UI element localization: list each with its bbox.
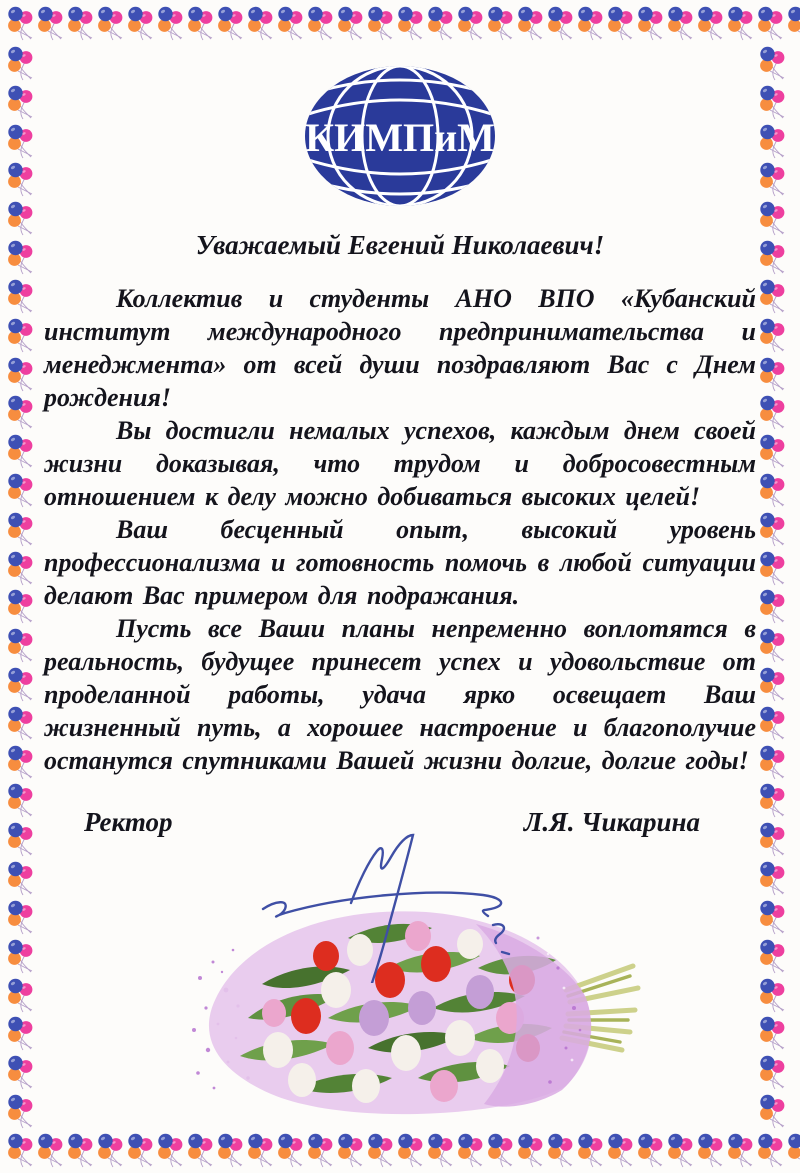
blue-balloon bbox=[760, 629, 774, 643]
blue-balloon bbox=[128, 7, 142, 21]
blue-balloon bbox=[38, 7, 52, 21]
blue-balloon bbox=[760, 551, 774, 565]
balloon-cluster-icon bbox=[6, 434, 36, 469]
blue-balloon bbox=[278, 7, 292, 21]
blue-balloon bbox=[760, 784, 774, 798]
balloon-cluster-icon bbox=[6, 551, 36, 586]
blue-balloon bbox=[760, 1017, 774, 1031]
balloon-cluster-icon bbox=[546, 6, 576, 41]
balloon-cluster-icon bbox=[666, 1133, 696, 1168]
letter-paragraph: Ваш бесценный опыт, высокий уровень профессионализма и готовность помочь в любой ситуации делают Вас примером для подражания. bbox=[44, 515, 756, 610]
blue-balloon bbox=[8, 901, 22, 915]
blue-balloon bbox=[760, 280, 774, 294]
blue-balloon bbox=[8, 668, 22, 682]
balloon-cluster-icon bbox=[126, 1133, 156, 1168]
balloon-cluster-icon bbox=[696, 1133, 726, 1168]
balloon-cluster-icon bbox=[156, 6, 186, 41]
blue-balloon bbox=[8, 1056, 22, 1070]
blue-balloon bbox=[8, 939, 22, 953]
blue-balloon bbox=[8, 629, 22, 643]
blue-balloon bbox=[8, 435, 22, 449]
blue-balloon bbox=[458, 7, 472, 21]
blue-balloon bbox=[8, 590, 22, 604]
blue-balloon bbox=[760, 318, 774, 332]
balloon-cluster-icon bbox=[758, 1016, 788, 1051]
balloon-cluster-icon bbox=[758, 357, 788, 392]
balloon-cluster-icon bbox=[636, 6, 666, 41]
balloon-cluster-icon bbox=[756, 6, 786, 41]
balloon-cluster-icon bbox=[6, 939, 36, 974]
blue-balloon bbox=[8, 1017, 22, 1031]
blue-balloon bbox=[668, 7, 682, 21]
balloon-cluster-icon bbox=[36, 6, 66, 41]
blue-balloon bbox=[760, 396, 774, 410]
blue-balloon bbox=[578, 7, 592, 21]
blue-balloon bbox=[698, 7, 712, 21]
blue-balloon bbox=[8, 978, 22, 992]
blue-balloon bbox=[668, 1134, 682, 1148]
blue-balloon bbox=[428, 7, 442, 21]
blue-balloon bbox=[518, 7, 532, 21]
balloon-cluster-icon bbox=[758, 978, 788, 1013]
blue-balloon bbox=[608, 7, 622, 21]
blue-balloon bbox=[760, 590, 774, 604]
balloon-cluster-icon bbox=[216, 6, 246, 41]
blue-balloon bbox=[8, 318, 22, 332]
balloon-cluster-icon bbox=[696, 6, 726, 41]
blue-balloon bbox=[8, 47, 22, 61]
balloon-cluster-icon bbox=[758, 473, 788, 508]
blue-balloon bbox=[8, 7, 22, 21]
balloon-cluster-icon bbox=[186, 6, 216, 41]
balloon-cluster-icon bbox=[276, 6, 306, 41]
balloon-cluster-icon bbox=[758, 628, 788, 663]
balloon-cluster-icon bbox=[6, 589, 36, 624]
logo-section bbox=[0, 64, 800, 214]
signature-autograph bbox=[255, 833, 525, 983]
blue-balloon bbox=[248, 7, 262, 21]
salutation: Уважаемый Евгений Николаевич! bbox=[195, 230, 605, 260]
balloon-cluster-icon bbox=[126, 6, 156, 41]
blue-balloon bbox=[760, 707, 774, 721]
blue-balloon bbox=[38, 1134, 52, 1148]
balloon-cluster-icon bbox=[786, 1133, 800, 1168]
balloon-cluster-icon bbox=[758, 822, 788, 857]
balloon-cluster-icon bbox=[726, 1133, 756, 1168]
balloon-cluster-icon bbox=[36, 1133, 66, 1168]
blue-balloon bbox=[128, 1134, 142, 1148]
balloon-cluster-icon bbox=[726, 6, 756, 41]
balloon-cluster-icon bbox=[6, 279, 36, 314]
letter-paragraph: Пусть все Ваши планы непременно воплотятся в реальность, будущее принесет успех и удовольствие от проделанной работы, удача ярко освещает Ваш жизненный путь, а хорошее настроение и благополучие останутся спутниками Вашей жизни долгие, долгие годы! bbox=[44, 614, 756, 775]
logo-text: КИМПиМ bbox=[305, 115, 495, 160]
balloon-cluster-icon bbox=[786, 6, 800, 41]
blue-balloon bbox=[98, 1134, 112, 1148]
blue-balloon bbox=[8, 707, 22, 721]
blue-balloon bbox=[758, 1134, 772, 1148]
balloon-cluster-icon bbox=[6, 706, 36, 741]
signer-name: Л.Я. Чикарина bbox=[523, 807, 700, 837]
balloon-cluster-icon bbox=[6, 6, 36, 41]
blue-balloon bbox=[760, 1056, 774, 1070]
balloon-cluster-icon bbox=[758, 706, 788, 741]
blue-balloon bbox=[218, 7, 232, 21]
blue-balloon bbox=[308, 7, 322, 21]
balloon-cluster-icon bbox=[758, 318, 788, 353]
balloon-cluster-icon bbox=[6, 822, 36, 857]
blue-balloon bbox=[158, 1134, 172, 1148]
institute-globe-logo bbox=[300, 64, 500, 209]
balloon-cluster-icon bbox=[758, 745, 788, 780]
balloon-cluster-icon bbox=[758, 434, 788, 469]
blue-balloon bbox=[788, 7, 800, 21]
blue-balloon bbox=[8, 862, 22, 876]
balloon-cluster-icon bbox=[758, 1055, 788, 1090]
blue-balloon bbox=[8, 280, 22, 294]
balloon-cluster-icon bbox=[6, 900, 36, 935]
balloon-cluster-icon bbox=[6, 667, 36, 702]
blue-balloon bbox=[760, 901, 774, 915]
blue-balloon bbox=[760, 745, 774, 759]
balloon-cluster-icon bbox=[6, 1016, 36, 1051]
blue-balloon bbox=[760, 862, 774, 876]
balloon-cluster-icon bbox=[396, 6, 426, 41]
balloon-cluster-icon bbox=[336, 6, 366, 41]
balloon-cluster-icon bbox=[366, 6, 396, 41]
signer-title: Ректор bbox=[84, 807, 173, 837]
letter-paragraph: Коллектив и студенты АНО ВПО «Кубанский институт международного предпринимательства и менеджмента» от всей души поздравляют Вас с Днем рождения! bbox=[44, 284, 756, 412]
balloon-cluster-icon bbox=[758, 939, 788, 974]
blue-balloon bbox=[8, 357, 22, 371]
balloon-cluster-icon bbox=[6, 1133, 36, 1168]
blue-balloon bbox=[8, 396, 22, 410]
balloon-cluster-icon bbox=[6, 473, 36, 508]
balloon-cluster-icon bbox=[6, 978, 36, 1013]
balloon-cluster-icon bbox=[516, 6, 546, 41]
balloon-cluster-icon bbox=[486, 6, 516, 41]
blue-balloon bbox=[8, 784, 22, 798]
blue-balloon bbox=[548, 7, 562, 21]
balloon-cluster-icon bbox=[666, 6, 696, 41]
blue-balloon bbox=[760, 47, 774, 61]
blue-balloon bbox=[758, 7, 772, 21]
blue-balloon bbox=[8, 823, 22, 837]
balloon-cluster-icon bbox=[66, 6, 96, 41]
blue-balloon bbox=[760, 668, 774, 682]
blue-balloon bbox=[760, 513, 774, 527]
balloon-cluster-icon bbox=[6, 745, 36, 780]
letter-body bbox=[44, 282, 756, 777]
balloon-cluster-icon bbox=[426, 6, 456, 41]
balloon-cluster-icon bbox=[456, 6, 486, 41]
blue-balloon bbox=[760, 1095, 774, 1109]
balloon-cluster-icon bbox=[6, 861, 36, 896]
blue-balloon bbox=[760, 474, 774, 488]
balloon-cluster-icon bbox=[96, 1133, 126, 1168]
balloon-cluster-icon bbox=[6, 628, 36, 663]
balloon-cluster-icon bbox=[6, 1055, 36, 1090]
blue-balloon bbox=[728, 7, 742, 21]
blue-balloon bbox=[788, 1134, 800, 1148]
blue-balloon bbox=[158, 7, 172, 21]
balloon-cluster-icon bbox=[758, 395, 788, 430]
balloon-cluster-icon bbox=[758, 279, 788, 314]
balloon-cluster-icon bbox=[576, 6, 606, 41]
balloon-cluster-icon bbox=[6, 357, 36, 392]
blue-balloon bbox=[760, 978, 774, 992]
balloon-cluster-icon bbox=[758, 240, 788, 275]
balloon-cluster-icon bbox=[758, 900, 788, 935]
letter-paragraph: Вы достигли немалых успехов, каждым днем своей жизни доказывая, что трудом и добросовестным отношением к делу можно добиваться высоких целей! bbox=[44, 416, 756, 511]
blue-balloon bbox=[760, 357, 774, 371]
balloon-cluster-icon bbox=[66, 1133, 96, 1168]
balloon-cluster-icon bbox=[96, 6, 126, 41]
balloon-cluster-icon bbox=[758, 589, 788, 624]
blue-balloon bbox=[728, 1134, 742, 1148]
balloon-cluster-icon bbox=[758, 861, 788, 896]
balloon-cluster-icon bbox=[6, 1094, 36, 1129]
balloon-cluster-icon bbox=[758, 1094, 788, 1129]
blue-balloon bbox=[698, 1134, 712, 1148]
blue-balloon bbox=[638, 7, 652, 21]
blue-balloon bbox=[398, 7, 412, 21]
balloon-cluster-icon bbox=[758, 783, 788, 818]
blue-balloon bbox=[368, 7, 382, 21]
blue-balloon bbox=[760, 241, 774, 255]
balloon-cluster-icon bbox=[758, 551, 788, 586]
balloon-cluster-icon bbox=[6, 240, 36, 275]
balloon-border-top bbox=[6, 6, 792, 44]
blue-balloon bbox=[8, 513, 22, 527]
blue-balloon bbox=[8, 1134, 22, 1148]
blue-balloon bbox=[760, 435, 774, 449]
blue-balloon bbox=[760, 823, 774, 837]
balloon-cluster-icon bbox=[306, 6, 336, 41]
blue-balloon bbox=[760, 939, 774, 953]
balloon-cluster-icon bbox=[606, 6, 636, 41]
balloon-cluster-icon bbox=[758, 667, 788, 702]
blue-balloon bbox=[188, 7, 202, 21]
balloon-cluster-icon bbox=[756, 1133, 786, 1168]
blue-balloon bbox=[488, 7, 502, 21]
blue-balloon bbox=[68, 1134, 82, 1148]
blue-balloon bbox=[68, 7, 82, 21]
blue-balloon bbox=[98, 7, 112, 21]
blue-balloon bbox=[8, 474, 22, 488]
blue-balloon bbox=[8, 551, 22, 565]
balloon-cluster-icon bbox=[6, 318, 36, 353]
balloon-cluster-icon bbox=[6, 512, 36, 547]
balloon-cluster-icon bbox=[6, 783, 36, 818]
balloon-cluster-icon bbox=[6, 395, 36, 430]
blue-balloon bbox=[8, 745, 22, 759]
balloon-cluster-icon bbox=[758, 512, 788, 547]
blue-balloon bbox=[8, 1095, 22, 1109]
letter-content bbox=[44, 228, 756, 838]
blue-balloon bbox=[8, 241, 22, 255]
blue-balloon bbox=[338, 7, 352, 21]
balloon-cluster-icon bbox=[246, 6, 276, 41]
